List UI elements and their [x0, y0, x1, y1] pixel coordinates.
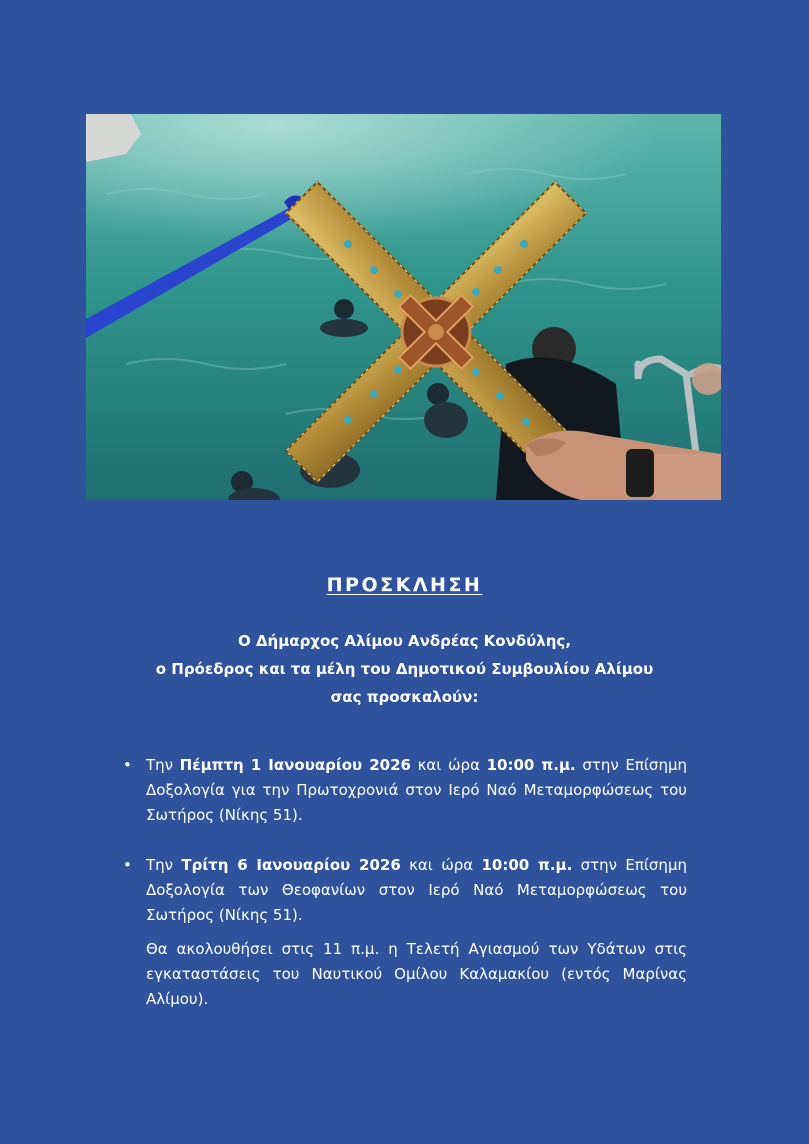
event-date: Πέμπτη 1 Ιανουαρίου 2026	[179, 756, 411, 774]
bullet-icon: •	[123, 856, 132, 874]
epiphany-cross-photo	[86, 114, 721, 500]
event-description: Την Τρίτη 6 Ιανουαρίου 2026 και ώρα 10:00 π.μ. στην Επίσημη Δοξολογία των Θεοφανίων στον Ιερό Ναό Μεταμορφώσεως του Σωτήρος (Νίκης 51).	[146, 856, 687, 924]
event-date: Τρίτη 6 Ιανουαρίου 2026	[181, 856, 401, 874]
cross-over-water-illustration	[86, 114, 721, 500]
event-time: 10:00 π.μ.	[486, 756, 576, 774]
event-new-year	[123, 753, 687, 828]
events-list	[123, 753, 687, 1012]
invitation-title: ΠΡΟΣΚΛΗΣΗ	[326, 574, 483, 596]
intro-line-council: ο Πρόεδρος και τα μέλη του Δημοτικού Συμβουλίου Αλίμου	[155, 660, 654, 678]
event-followup: Θα ακολουθήσει στις 11 π.μ. η Τελετή Αγιασμού των Υδάτων στις εγκαταστάσεις του Ναυτικού Ομίλου Καλαμακίου (εντός Μαρίνας Αλίμου).	[146, 940, 687, 1008]
invitation-intro	[0, 627, 809, 711]
event-time: 10:00 π.μ.	[481, 856, 573, 874]
event-epiphany	[123, 853, 687, 1012]
intro-line-invite: σας προσκαλούν:	[330, 688, 479, 706]
event-description: Την Πέμπτη 1 Ιανουαρίου 2026 και ώρα 10:00 π.μ. στην Επίσημη Δοξολογία για την Πρωτοχρονιά στον Ιερό Ναό Μεταμορφώσεως του Σωτήρος (Νίκης 51).	[146, 756, 687, 824]
intro-line-mayor: Ο Δήμαρχος Αλίμου Ανδρέας Κονδύλης,	[237, 632, 572, 650]
bullet-icon: •	[123, 756, 132, 774]
